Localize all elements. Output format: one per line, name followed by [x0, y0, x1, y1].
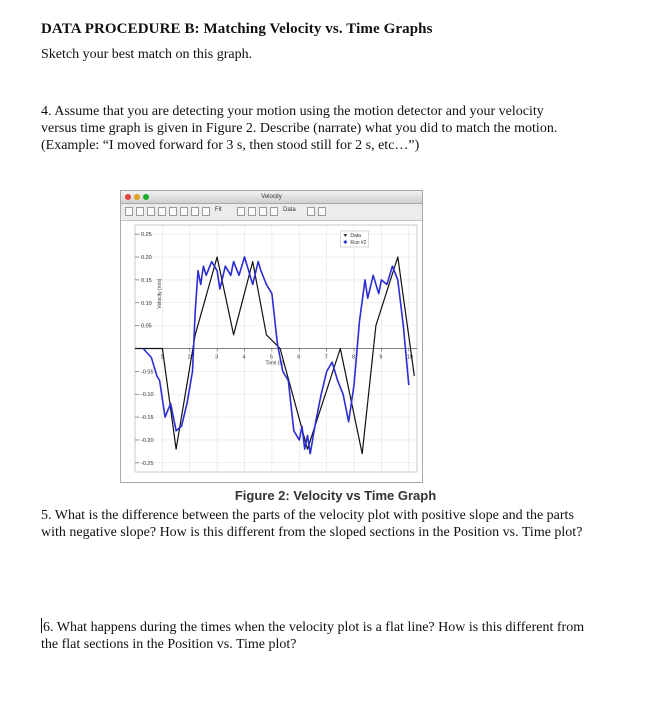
question-5 — [41, 507, 641, 541]
text-cursor — [41, 618, 42, 633]
text-annotation-icon[interactable] — [237, 207, 245, 216]
x-tick-label: 10 — [406, 354, 413, 361]
data-browser-icon[interactable] — [270, 207, 278, 216]
x-tick-label: 1 — [160, 354, 164, 361]
graph-window — [120, 190, 423, 483]
x-tick-label: 2 — [187, 354, 191, 361]
x-tick-label: 4 — [242, 354, 246, 361]
question-6-line-2: the flat sections in the Position vs. Time plot? — [41, 637, 297, 652]
question-5-line-1: 5. What is the difference between the parts of the velocity plot with positive slope and the parts — [41, 508, 574, 523]
autoscale-icon[interactable] — [158, 207, 166, 216]
sum-icon[interactable] — [259, 207, 267, 216]
y-tick-label: 0.10 — [141, 300, 152, 307]
x-tick-label: 6 — [297, 354, 301, 361]
question-4-line-1: 4. Assume that you are detecting your motion using the motion detector and your velocity — [41, 104, 544, 119]
model-icon[interactable] — [248, 207, 256, 216]
y-tick-label: -0.05 — [141, 369, 154, 376]
window-titlebar[interactable] — [121, 191, 422, 204]
integral-icon[interactable] — [191, 207, 199, 216]
x-tick-label: 7 — [324, 354, 328, 361]
x-tick-label: 8 — [352, 354, 356, 361]
delete-icon[interactable] — [307, 207, 315, 216]
data-select-button[interactable]: Data — [283, 207, 296, 213]
question-4-line-3: (Example: “I moved forward for 3 s, then stood still for 2 s, etc…”) — [41, 138, 420, 153]
y-tick-label: 0.05 — [141, 323, 152, 330]
chart-legend — [340, 231, 368, 247]
figure-caption: Figure 2: Velocity vs Time Graph — [234, 488, 437, 503]
options-icon[interactable] — [318, 207, 326, 216]
y-tick-label: -0.10 — [141, 392, 154, 399]
examine-icon[interactable] — [169, 207, 177, 216]
graph-toolbar — [121, 204, 422, 221]
zoom-in-icon[interactable] — [136, 207, 144, 216]
question-4 — [41, 103, 641, 154]
legend-title: Data — [350, 233, 361, 239]
y-tick-label: -0.20 — [141, 437, 154, 444]
y-tick-label: 0.25 — [141, 232, 152, 239]
x-tick-label: 9 — [379, 354, 383, 361]
page-title: DATA PROCEDURE B: Matching Velocity vs. Time Graphs — [41, 21, 433, 37]
legend-entry: Run #2 — [350, 240, 367, 246]
y-tick-label: -0.15 — [141, 415, 154, 422]
question-6 — [41, 618, 641, 653]
curve-fit-button[interactable]: Fit — [215, 207, 222, 213]
question-4-line-2: versus time graph is given in Figure 2. Describe (narrate) what you did to match the motion. — [41, 121, 558, 136]
y-tick-label: 0.20 — [141, 255, 152, 262]
y-axis-label: Velocity (m/s) — [157, 278, 163, 309]
zoom-out-icon[interactable] — [147, 207, 155, 216]
stats-icon[interactable] — [202, 207, 210, 216]
question-5-line-2: with negative slope? How is this different from the sloped sections in the Position vs. Time plot? — [41, 525, 583, 540]
velocity-time-chart — [121, 221, 422, 482]
window-title: Velocity — [261, 194, 282, 200]
y-tick-label: 0.15 — [141, 277, 152, 284]
y-tick-label: -0.25 — [141, 460, 154, 467]
tangent-icon[interactable] — [180, 207, 188, 216]
x-tick-label: 5 — [269, 354, 273, 361]
x-tick-label: 3 — [215, 354, 219, 361]
question-6-line-1: 6. What happens during the times when the velocity plot is a flat line? How is this different from — [43, 620, 585, 635]
sketch-instruction: Sketch your best match on this graph. — [41, 47, 253, 62]
table-icon[interactable] — [125, 207, 133, 216]
x-axis-label: Time (s) — [265, 360, 284, 367]
